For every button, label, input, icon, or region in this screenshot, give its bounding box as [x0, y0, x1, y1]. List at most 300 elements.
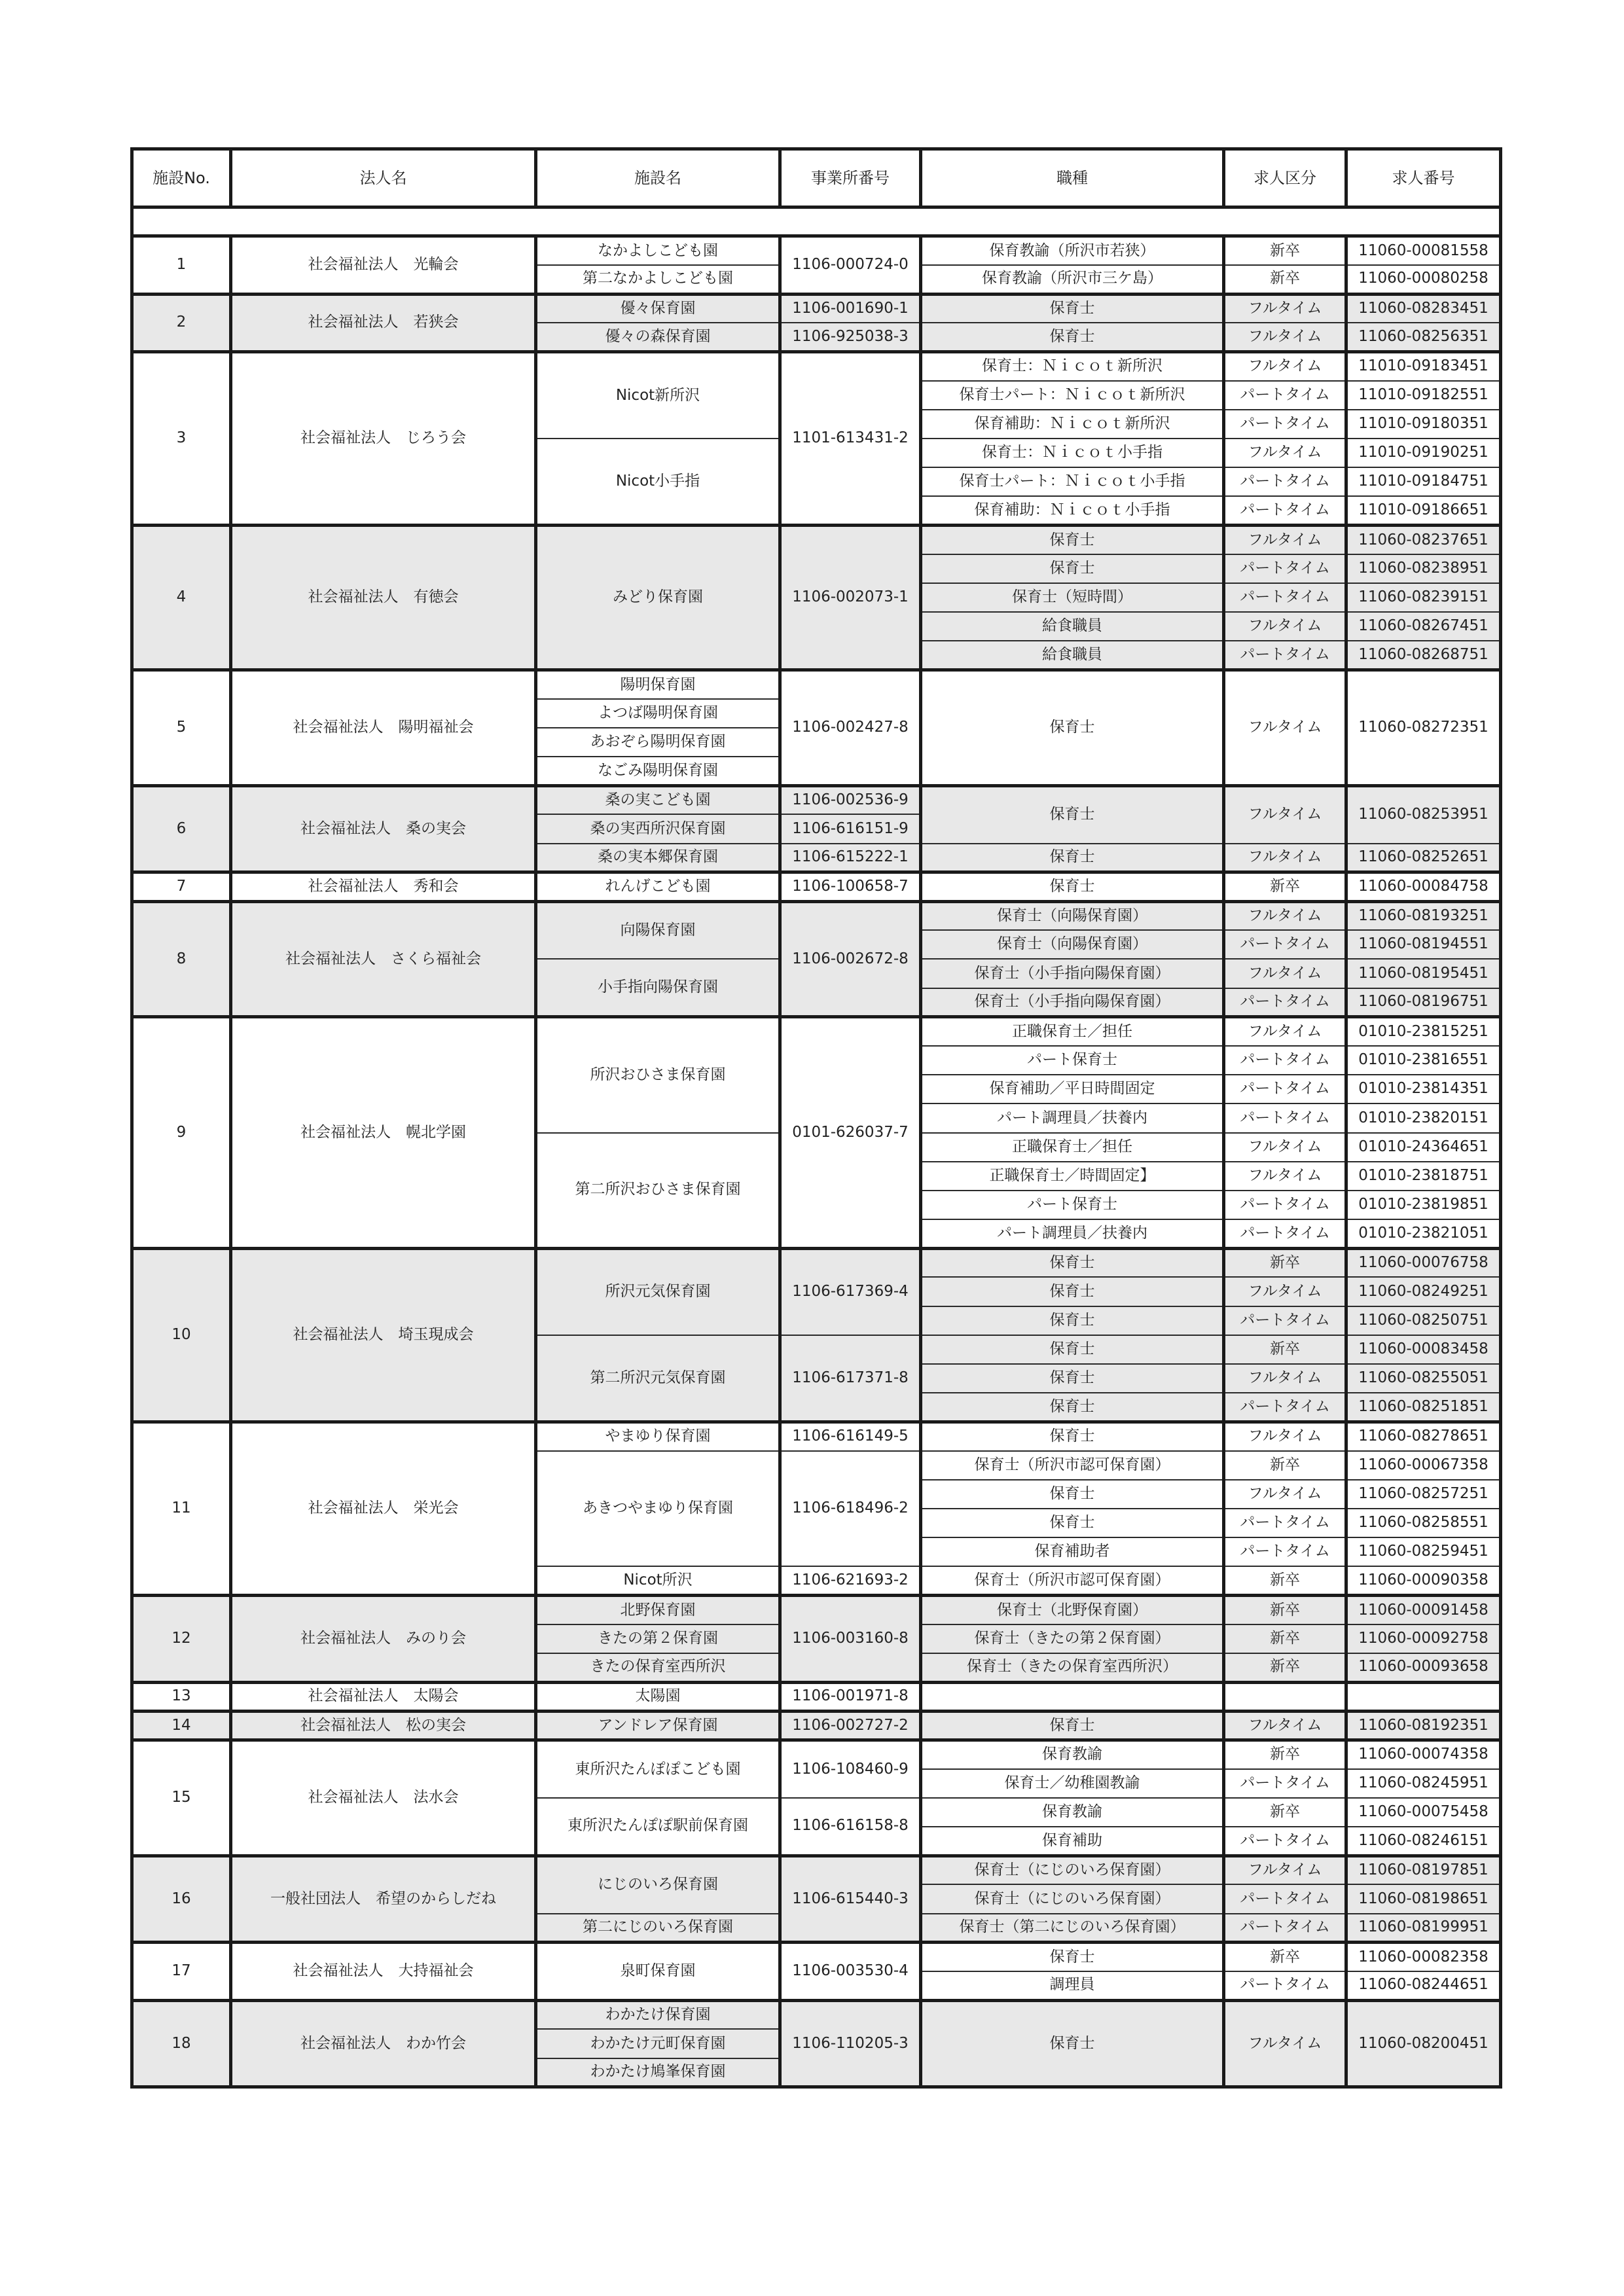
- job-title: 保育士: [921, 1277, 1224, 1306]
- facility-name: にじのいろ保育園: [536, 1856, 780, 1913]
- corporation-name: 社会福祉法人 大持福祉会: [231, 1943, 536, 2000]
- facility-name: 所沢おひさま保育園: [536, 1017, 780, 1133]
- facility-name: わかたけ元町保育園: [536, 2029, 780, 2058]
- employment-class: パートタイム: [1224, 583, 1346, 612]
- facility-name: 東所沢たんぽぽ駅前保育園: [536, 1798, 780, 1856]
- table-row: [132, 294, 1501, 323]
- job-number: 11060-00082358: [1346, 1943, 1501, 1971]
- job-number: 11060-00076758: [1346, 1248, 1501, 1277]
- facility-no: 6: [132, 785, 231, 872]
- facility-no: 16: [132, 1856, 231, 1943]
- job-title: 保育士: [921, 670, 1224, 786]
- header-spacer: [132, 207, 1501, 236]
- job-title: 保育士（きたの保育室西所沢）: [921, 1653, 1224, 1682]
- office-number: 1106-002536-9: [780, 785, 921, 814]
- facility-no: 15: [132, 1740, 231, 1856]
- facility-name: 東所沢たんぽぽこども園: [536, 1740, 780, 1797]
- facility-no: 10: [132, 1248, 231, 1422]
- job-number: 11060-08272351: [1346, 670, 1501, 786]
- employment-class: パートタイム: [1224, 410, 1346, 439]
- facility-name: 北野保育園: [536, 1596, 780, 1624]
- job-number: 11060-08192351: [1346, 1711, 1501, 1740]
- corporation-name: 社会福祉法人 松の実会: [231, 1711, 536, 1740]
- employment-class: パートタイム: [1224, 1827, 1346, 1856]
- facility-name: なごみ陽明保育園: [536, 757, 780, 785]
- office-number: 1106-108460-9: [780, 1740, 921, 1797]
- employment-class: フルタイム: [1224, 670, 1346, 786]
- table-row: [132, 670, 1501, 699]
- header-employment-class: 求人区分: [1224, 149, 1346, 207]
- corporation-name: 社会福祉法人 わか竹会: [231, 2000, 536, 2087]
- employment-class: フルタイム: [1224, 1364, 1346, 1393]
- corporation-name: 社会福祉法人 光輪会: [231, 236, 536, 294]
- office-number: 1106-617371-8: [780, 1335, 921, 1422]
- job-number: 11060-08268751: [1346, 641, 1501, 670]
- employment-class: パートタイム: [1224, 1103, 1346, 1132]
- office-number: 1106-003160-8: [780, 1596, 921, 1683]
- office-number: 1106-002427-8: [780, 670, 921, 786]
- header-facility-no: 施設No.: [132, 149, 231, 207]
- facility-name: なかよしこども園: [536, 236, 780, 265]
- office-number: 1106-100658-7: [780, 872, 921, 901]
- job-title: 保育士: [921, 554, 1224, 583]
- job-number: 11060-00074358: [1346, 1740, 1501, 1768]
- facility-no: 13: [132, 1682, 231, 1711]
- job-title: 保育教諭（所沢市若狭）: [921, 236, 1224, 265]
- job-number: 11060-00067358: [1346, 1451, 1501, 1480]
- job-title: 保育士: [921, 1509, 1224, 1537]
- facility-name: アンドレア保育園: [536, 1711, 780, 1740]
- job-title: 保育士: [921, 1711, 1224, 1740]
- facility-job-table: [130, 147, 1502, 2089]
- job-title: パート保育士: [921, 1191, 1224, 1219]
- employment-class: フルタイム: [1224, 1277, 1346, 1306]
- job-number: 11060-08197851: [1346, 1856, 1501, 1884]
- job-title: 保育補助：Ｎｉｃｏｔ新所沢: [921, 410, 1224, 439]
- job-number: 11010-09186651: [1346, 496, 1501, 525]
- facility-no: 4: [132, 526, 231, 670]
- job-title: 保育士（所沢市認可保育園）: [921, 1566, 1224, 1595]
- employment-class: パートタイム: [1224, 554, 1346, 583]
- job-number: 11060-00083458: [1346, 1335, 1501, 1364]
- job-title: 保育士／幼稚園教諭: [921, 1769, 1224, 1798]
- job-title: 保育士（所沢市認可保育園）: [921, 1451, 1224, 1480]
- facility-name: 優々の森保育園: [536, 323, 780, 351]
- table-row: [132, 351, 1501, 380]
- employment-class: 新卒: [1224, 1798, 1346, 1827]
- job-title: 保育士: [921, 1248, 1224, 1277]
- job-number: 01010-24364651: [1346, 1133, 1501, 1162]
- office-number: 1106-001971-8: [780, 1682, 921, 1711]
- employment-class: フルタイム: [1224, 1133, 1346, 1162]
- corporation-name: 社会福祉法人 埼玉現成会: [231, 1248, 536, 1422]
- employment-class: パートタイム: [1224, 1914, 1346, 1943]
- employment-class: パートタイム: [1224, 381, 1346, 410]
- job-number: 11010-09183451: [1346, 351, 1501, 380]
- job-title: 給食職員: [921, 641, 1224, 670]
- facility-name: 第二なかよしこども園: [536, 265, 780, 294]
- office-number: 1106-001690-1: [780, 294, 921, 323]
- job-number: 01010-23819851: [1346, 1191, 1501, 1219]
- job-title: 保育士（小手指向陽保育園）: [921, 959, 1224, 988]
- employment-class: パートタイム: [1224, 641, 1346, 670]
- header-job-number: 求人番号: [1346, 149, 1501, 207]
- job-title: 保育士（にじのいろ保育園）: [921, 1856, 1224, 1884]
- job-title: 保育士パート：Ｎｉｃｏｔ小手指: [921, 467, 1224, 496]
- header-facility-name: 施設名: [536, 149, 780, 207]
- job-number: 11060-08239151: [1346, 583, 1501, 612]
- job-number: 11060-08258551: [1346, 1509, 1501, 1537]
- job-title: 給食職員: [921, 612, 1224, 641]
- employment-class: 新卒: [1224, 236, 1346, 265]
- job-number: 11060-08249251: [1346, 1277, 1501, 1306]
- job-title: 保育補助／平日時間固定: [921, 1075, 1224, 1103]
- facility-name: Nicot所沢: [536, 1566, 780, 1595]
- job-number: 11060-00090358: [1346, 1566, 1501, 1595]
- job-number: 11060-08199951: [1346, 1914, 1501, 1943]
- facility-name: 陽明保育園: [536, 670, 780, 699]
- office-number: 1106-002727-2: [780, 1711, 921, 1740]
- facility-no: 3: [132, 351, 231, 525]
- employment-class: フルタイム: [1224, 844, 1346, 872]
- facility-name: れんげこども園: [536, 872, 780, 901]
- job-title: 保育士（第二にじのいろ保育園）: [921, 1914, 1224, 1943]
- header-job-type: 職種: [921, 149, 1224, 207]
- job-title: 保育士: [921, 1422, 1224, 1450]
- job-title: 保育士（向陽保育園）: [921, 930, 1224, 959]
- employment-class: フルタイム: [1224, 901, 1346, 930]
- employment-class: パートタイム: [1224, 1306, 1346, 1335]
- job-number: 11060-00093658: [1346, 1653, 1501, 1682]
- job-title: 保育教諭（所沢市三ケ島）: [921, 265, 1224, 294]
- facility-name: やまゆり保育園: [536, 1422, 780, 1450]
- table-row: [132, 236, 1501, 265]
- table-header: [132, 149, 1501, 207]
- employment-class: 新卒: [1224, 1943, 1346, 1971]
- facility-name: 優々保育園: [536, 294, 780, 323]
- employment-class: フルタイム: [1224, 323, 1346, 351]
- facility-name: わかたけ鳩峯保育園: [536, 2058, 780, 2087]
- corporation-name: 社会福祉法人 じろう会: [231, 351, 536, 525]
- employment-class: [1224, 1682, 1346, 1711]
- job-title: 保育士: [921, 1480, 1224, 1509]
- office-number: 1106-002672-8: [780, 901, 921, 1017]
- table-body: [132, 207, 1501, 2087]
- employment-class: パートタイム: [1224, 1509, 1346, 1537]
- employment-class: パートタイム: [1224, 496, 1346, 525]
- job-number: 11060-00092758: [1346, 1624, 1501, 1653]
- facility-name: みどり保育園: [536, 526, 780, 670]
- job-number: 11060-08244651: [1346, 1971, 1501, 2000]
- corporation-name: 社会福祉法人 栄光会: [231, 1422, 536, 1595]
- job-number: 11060-08255051: [1346, 1364, 1501, 1393]
- table-row: [132, 1856, 1501, 1884]
- job-number: 01010-23820151: [1346, 1103, 1501, 1132]
- table-row: [132, 2000, 1501, 2029]
- employment-class: 新卒: [1224, 1624, 1346, 1653]
- employment-class: パートタイム: [1224, 1884, 1346, 1913]
- facility-no: 12: [132, 1596, 231, 1683]
- office-number: 1106-616158-8: [780, 1798, 921, 1856]
- employment-class: パートタイム: [1224, 1075, 1346, 1103]
- employment-class: フルタイム: [1224, 2000, 1346, 2087]
- job-number: 11060-00080258: [1346, 265, 1501, 294]
- job-number: 11060-08250751: [1346, 1306, 1501, 1335]
- job-title: 保育教諭: [921, 1798, 1224, 1827]
- job-title: パート調理員／扶養内: [921, 1219, 1224, 1248]
- facility-name: きたの保育室西所沢: [536, 1653, 780, 1682]
- job-number: 01010-23818751: [1346, 1162, 1501, 1191]
- employment-class: パートタイム: [1224, 1191, 1346, 1219]
- employment-class: 新卒: [1224, 1451, 1346, 1480]
- job-number: 11060-08198651: [1346, 1884, 1501, 1913]
- facility-name: きたの第２保育園: [536, 1624, 780, 1653]
- job-number: 11060-00081558: [1346, 236, 1501, 265]
- employment-class: パートタイム: [1224, 988, 1346, 1017]
- employment-class: パートタイム: [1224, 1769, 1346, 1798]
- job-title: 保育士: [921, 1393, 1224, 1422]
- job-number: 11060-08283451: [1346, 294, 1501, 323]
- office-number: 1106-617369-4: [780, 1248, 921, 1335]
- employment-class: 新卒: [1224, 265, 1346, 294]
- facility-no: 11: [132, 1422, 231, 1595]
- header-corporation: 法人名: [231, 149, 536, 207]
- table-row: [132, 1596, 1501, 1624]
- table-row: [132, 785, 1501, 814]
- employment-class: フルタイム: [1224, 1856, 1346, 1884]
- employment-class: パートタイム: [1224, 467, 1346, 496]
- job-title: 保育士: [921, 1306, 1224, 1335]
- employment-class: フルタイム: [1224, 526, 1346, 554]
- facility-job-table-container: [130, 147, 1502, 2089]
- job-number: 01010-23814351: [1346, 1075, 1501, 1103]
- job-number: 11060-08257251: [1346, 1480, 1501, 1509]
- table-row: [132, 1422, 1501, 1450]
- facility-no: 9: [132, 1017, 231, 1249]
- facility-name: 第二所沢おひさま保育園: [536, 1133, 780, 1249]
- job-number: 11060-08278651: [1346, 1422, 1501, 1450]
- job-title: 保育士: [921, 844, 1224, 872]
- facility-no: 2: [132, 294, 231, 351]
- corporation-name: 社会福祉法人 法水会: [231, 1740, 536, 1856]
- office-number: 0101-626037-7: [780, 1017, 921, 1249]
- table-row: [132, 1711, 1501, 1740]
- facility-name: あおぞら陽明保育園: [536, 728, 780, 757]
- job-title: 保育士: [921, 1364, 1224, 1393]
- job-title: 保育士：Ｎｉｃｏｔ新所沢: [921, 351, 1224, 380]
- job-title: 保育補助: [921, 1827, 1224, 1856]
- corporation-name: 社会福祉法人 幌北学園: [231, 1017, 536, 1249]
- employment-class: 新卒: [1224, 1740, 1346, 1768]
- job-title: 保育士: [921, 294, 1224, 323]
- employment-class: フルタイム: [1224, 351, 1346, 380]
- job-title: 調理員: [921, 1971, 1224, 2000]
- employment-class: フルタイム: [1224, 439, 1346, 467]
- corporation-name: 社会福祉法人 有徳会: [231, 526, 536, 670]
- employment-class: フルタイム: [1224, 1162, 1346, 1191]
- corporation-name: 社会福祉法人 陽明福祉会: [231, 670, 536, 786]
- corporation-name: 社会福祉法人 桑の実会: [231, 785, 536, 872]
- table-row: [132, 1017, 1501, 1046]
- employment-class: パートタイム: [1224, 930, 1346, 959]
- job-number: 11010-09190251: [1346, 439, 1501, 467]
- employment-class: 新卒: [1224, 1653, 1346, 1682]
- header-office-number: 事業所番号: [780, 149, 921, 207]
- employment-class: パートタイム: [1224, 1219, 1346, 1248]
- job-title: 保育士（にじのいろ保育園）: [921, 1884, 1224, 1913]
- job-title: パート保育士: [921, 1046, 1224, 1075]
- facility-name: 桑の実西所沢保育園: [536, 814, 780, 843]
- corporation-name: 社会福祉法人 若狭会: [231, 294, 536, 351]
- office-number: 1106-618496-2: [780, 1451, 921, 1567]
- job-number: 01010-23815251: [1346, 1017, 1501, 1046]
- facility-name: 桑の実本郷保育園: [536, 844, 780, 872]
- job-number: 11060-08200451: [1346, 2000, 1501, 2087]
- facility-name: 第二にじのいろ保育園: [536, 1914, 780, 1943]
- office-number: 1106-616149-5: [780, 1422, 921, 1450]
- job-title: 保育士（向陽保育園）: [921, 901, 1224, 930]
- facility-no: 17: [132, 1943, 231, 2000]
- job-number: 11060-08196751: [1346, 988, 1501, 1017]
- table-row: [132, 1682, 1501, 1711]
- facility-name: Nicot新所沢: [536, 351, 780, 439]
- job-number: 11060-00084758: [1346, 872, 1501, 901]
- job-title: パート調理員／扶養内: [921, 1103, 1224, 1132]
- employment-class: パートタイム: [1224, 1971, 1346, 2000]
- job-title: 保育補助者: [921, 1537, 1224, 1566]
- job-title: 保育士: [921, 1335, 1224, 1364]
- table-row: [132, 872, 1501, 901]
- job-title: 保育士（きたの第２保育園）: [921, 1624, 1224, 1653]
- job-number: 11060-08267451: [1346, 612, 1501, 641]
- facility-no: 14: [132, 1711, 231, 1740]
- facility-name: よつば陽明保育園: [536, 699, 780, 728]
- job-number: [1346, 1682, 1501, 1711]
- office-number: 1106-002073-1: [780, 526, 921, 670]
- facility-name: あきつやまゆり保育園: [536, 1451, 780, 1567]
- job-title: 保育教諭: [921, 1740, 1224, 1768]
- office-number: 1106-925038-3: [780, 323, 921, 351]
- job-number: 11060-08194551: [1346, 930, 1501, 959]
- job-title: 保育士: [921, 2000, 1224, 2087]
- job-number: 11060-00091458: [1346, 1596, 1501, 1624]
- job-number: 11060-08195451: [1346, 959, 1501, 988]
- job-number: 11060-00075458: [1346, 1798, 1501, 1827]
- job-number: 01010-23816551: [1346, 1046, 1501, 1075]
- corporation-name: 社会福祉法人 太陽会: [231, 1682, 536, 1711]
- table-row: [132, 526, 1501, 554]
- facility-no: 7: [132, 872, 231, 901]
- facility-name: 泉町保育園: [536, 1943, 780, 2000]
- office-number: 1106-003530-4: [780, 1943, 921, 2000]
- facility-name: 向陽保育園: [536, 901, 780, 959]
- employment-class: 新卒: [1224, 1335, 1346, 1364]
- job-number: 11060-08246151: [1346, 1827, 1501, 1856]
- job-title: 正職保育士／時間固定】: [921, 1162, 1224, 1191]
- facility-name: わかたけ保育園: [536, 2000, 780, 2029]
- facility-name: 小手指向陽保育園: [536, 959, 780, 1016]
- job-number: 11060-08238951: [1346, 554, 1501, 583]
- employment-class: パートタイム: [1224, 1393, 1346, 1422]
- job-number: 11060-08253951: [1346, 785, 1501, 843]
- job-title: 保育士: [921, 872, 1224, 901]
- job-title: 保育士: [921, 526, 1224, 554]
- job-title: 保育士（小手指向陽保育園）: [921, 988, 1224, 1017]
- office-number: 1106-615440-3: [780, 1856, 921, 1943]
- job-title: 保育補助：Ｎｉｃｏｔ小手指: [921, 496, 1224, 525]
- job-number: 11010-09182551: [1346, 381, 1501, 410]
- employment-class: 新卒: [1224, 1596, 1346, 1624]
- table-row: [132, 1740, 1501, 1768]
- job-number: 11060-08251851: [1346, 1393, 1501, 1422]
- job-number: 11010-09184751: [1346, 467, 1501, 496]
- job-title: 保育士：Ｎｉｃｏｔ小手指: [921, 439, 1224, 467]
- corporation-name: 社会福祉法人 みのり会: [231, 1596, 536, 1683]
- job-number: 11010-09180351: [1346, 410, 1501, 439]
- facility-no: 5: [132, 670, 231, 786]
- employment-class: パートタイム: [1224, 1046, 1346, 1075]
- facility-name: 太陽園: [536, 1682, 780, 1711]
- corporation-name: 社会福祉法人 さくら福祉会: [231, 901, 536, 1017]
- facility-name: 所沢元気保育園: [536, 1248, 780, 1335]
- job-number: 11060-08256351: [1346, 323, 1501, 351]
- job-title: 保育士パート：Ｎｉｃｏｔ新所沢: [921, 381, 1224, 410]
- corporation-name: 社会福祉法人 秀和会: [231, 872, 536, 901]
- table-row: [132, 901, 1501, 930]
- table-row: [132, 1248, 1501, 1277]
- facility-name: 第二所沢元気保育園: [536, 1335, 780, 1422]
- job-number: 11060-08193251: [1346, 901, 1501, 930]
- job-title: 保育士: [921, 1943, 1224, 1971]
- job-title: 正職保育士／担任: [921, 1017, 1224, 1046]
- job-title: [921, 1682, 1224, 1711]
- employment-class: フルタイム: [1224, 785, 1346, 843]
- employment-class: フルタイム: [1224, 959, 1346, 988]
- employment-class: 新卒: [1224, 1566, 1346, 1595]
- job-title: 保育士: [921, 785, 1224, 843]
- employment-class: 新卒: [1224, 872, 1346, 901]
- office-number: 1106-000724-0: [780, 236, 921, 294]
- employment-class: フルタイム: [1224, 1711, 1346, 1740]
- job-number: 11060-08245951: [1346, 1769, 1501, 1798]
- employment-class: パートタイム: [1224, 1537, 1346, 1566]
- job-title: 保育士: [921, 323, 1224, 351]
- table-row: [132, 1943, 1501, 1971]
- facility-no: 1: [132, 236, 231, 294]
- office-number: 1101-613431-2: [780, 351, 921, 525]
- facility-no: 18: [132, 2000, 231, 2087]
- job-number: 11060-08259451: [1346, 1537, 1501, 1566]
- job-number: 11060-08237651: [1346, 526, 1501, 554]
- facility-no: 8: [132, 901, 231, 1017]
- corporation-name: 一般社団法人 希望のからしだね: [231, 1856, 536, 1943]
- facility-name: 桑の実こども園: [536, 785, 780, 814]
- office-number: 1106-615222-1: [780, 844, 921, 872]
- job-number: 01010-23821051: [1346, 1219, 1501, 1248]
- employment-class: フルタイム: [1224, 294, 1346, 323]
- office-number: 1106-110205-3: [780, 2000, 921, 2087]
- job-number: 11060-08252651: [1346, 844, 1501, 872]
- job-title: 保育士（短時間）: [921, 583, 1224, 612]
- employment-class: フルタイム: [1224, 1422, 1346, 1450]
- office-number: 1106-616151-9: [780, 814, 921, 843]
- facility-name: Nicot小手指: [536, 439, 780, 526]
- job-title: 正職保育士／担任: [921, 1133, 1224, 1162]
- job-title: 保育士（北野保育園）: [921, 1596, 1224, 1624]
- employment-class: フルタイム: [1224, 1480, 1346, 1509]
- office-number: 1106-621693-2: [780, 1566, 921, 1595]
- employment-class: フルタイム: [1224, 612, 1346, 641]
